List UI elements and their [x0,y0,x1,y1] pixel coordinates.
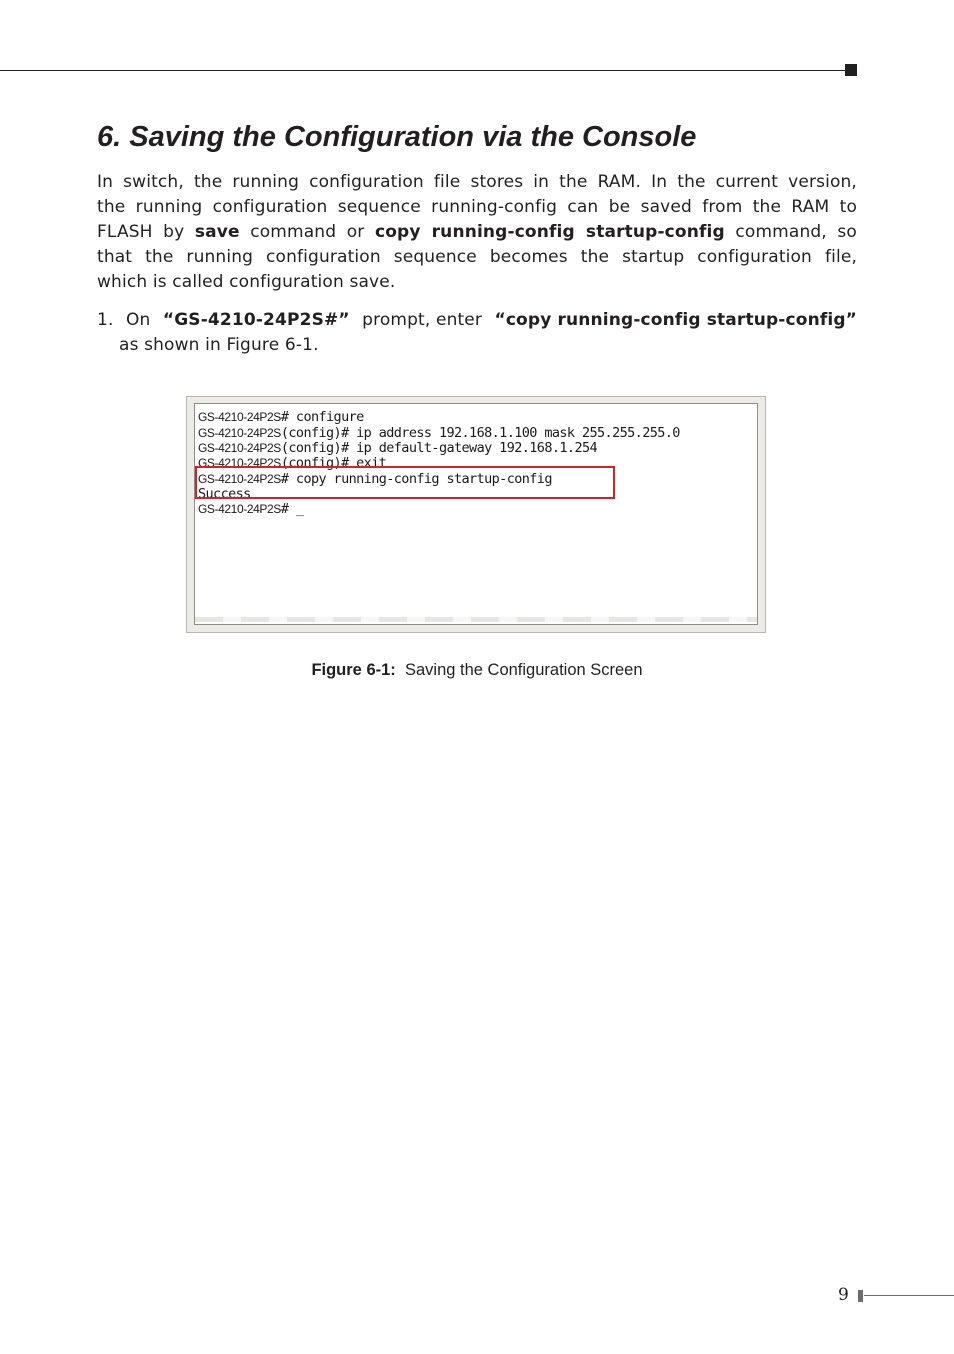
terminal-line: GS-4210-24P2S# copy running-config startup-config [198,470,552,487]
paragraph-line-5: which is called configuration save. [97,272,396,292]
terminal-line: GS-4210-24P2S(config)# ip address 192.168.1.100 mask 255.255.255.0 [198,424,680,441]
copy-command-keyword: copy running-config startup-config [374,222,725,242]
terminal-window [194,403,758,625]
header-rule [0,70,846,71]
step-middle-text: prompt, enter [362,310,483,330]
terminal-status-strip [195,617,757,622]
step-1-tail: as shown in Figure 6-1. [119,335,319,355]
paragraph-line-3: FLASH by save command or copy running-config startup-config command, so [97,222,857,242]
step-number: 1. [97,310,114,330]
footer-mark [858,1290,863,1302]
paragraph-line-4: that the running configuration sequence becomes the startup configuration file, [97,247,857,267]
page-number: 9 [838,1285,849,1305]
terminal-screenshot [186,396,766,633]
terminal-line: GS-4210-24P2S# _ [198,501,304,517]
footer-rule [864,1295,954,1296]
step-1 [97,308,857,358]
section-heading: 6. Saving the Configuration via the Console [97,121,697,153]
step-on: On [125,310,151,330]
terminal-line: Success [198,486,251,502]
intro-paragraph [97,170,857,295]
header-square-mark [845,64,857,76]
paragraph-line-2: the running configuration sequence running-config can be saved from the RAM to [97,197,857,217]
step-1-line [97,308,857,333]
figure-caption-text: Saving the Configuration Screen [404,661,643,679]
terminal-line: GS-4210-24P2S(config)# ip default-gateway 192.168.1.254 [198,440,598,456]
figure-caption-label: Figure 6-1: [311,661,396,679]
step-command: “copy running-config startup-config” [494,310,857,330]
terminal-line: GS-4210-24P2S(config)# exit [198,455,387,471]
step-prompt-name: “GS-4210-24P2S#” [162,310,350,330]
highlight-box [195,466,615,502]
paragraph-line-1: In switch, the running configuration file stores in the RAM. In the current version, [97,172,857,192]
terminal-line: GS-4210-24P2S# configure [198,409,364,425]
figure-caption [0,661,954,680]
save-keyword: save [194,222,240,242]
